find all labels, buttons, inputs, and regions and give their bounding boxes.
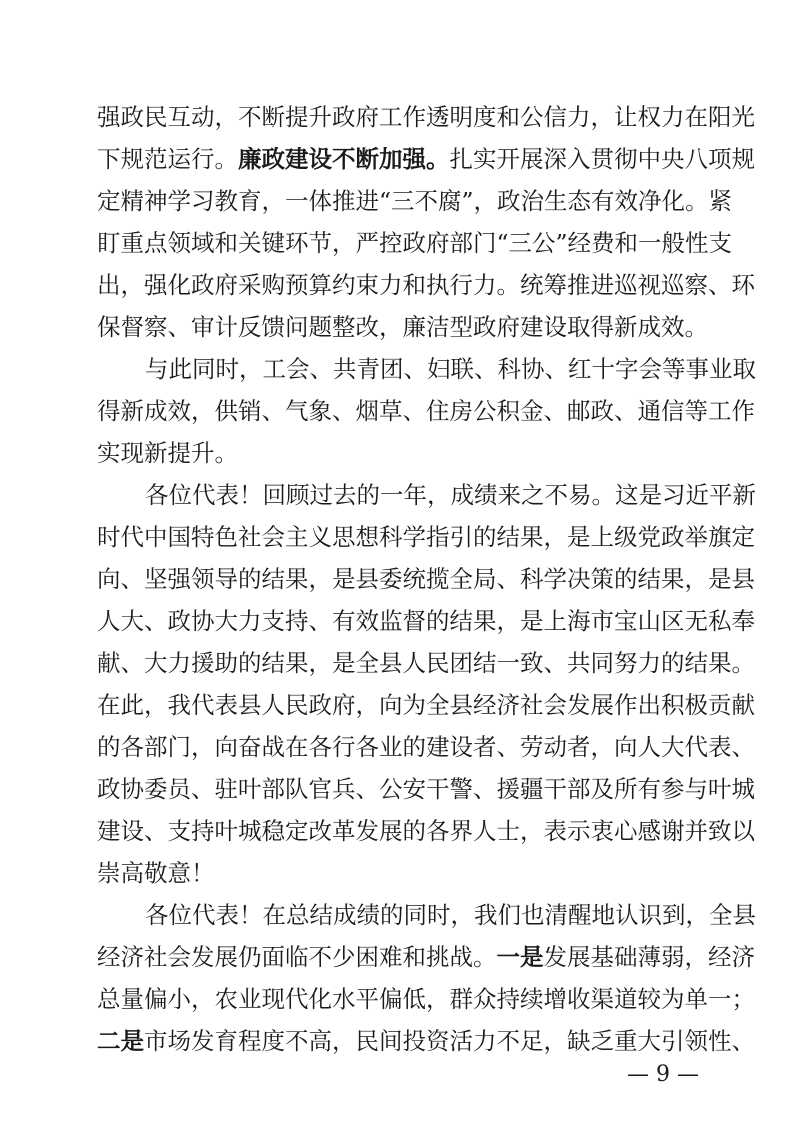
text-line: 政协委员、驻叶部队官兵、公安干警、援疆干部及所有参与叶城 [97, 775, 755, 803]
text-line: 出，强化政府采购预算约束力和执行力。统筹推进巡视巡察、环 [97, 271, 755, 299]
bold-marker: 二是 [97, 1027, 144, 1055]
text-line: 在此，我代表县人民政府，向为全县经济社会发展作出积极贡献 [97, 691, 755, 719]
text-line: 保督察、审计反馈问题整改，廉洁型政府建设取得新成效。 [97, 313, 708, 341]
paragraph-start-line: 各位代表！在总结成绩的同时，我们也清醒地认识到，全县 [145, 901, 756, 929]
text-line: 强政民互动，不断提升政府工作透明度和公信力，让权力在阳光 [97, 103, 755, 131]
paragraph-start-line: 与此同时，工会、共青团、妇联、科协、红十字会等事业取 [145, 355, 756, 383]
bold-heading: 廉政建设不断加强。 [238, 145, 450, 173]
paragraph-start-line: 各位代表！回顾过去的一年，成绩来之不易。这是习近平新 [145, 481, 756, 509]
text-line: 向、坚强领导的结果，是县委统揽全局、科学决策的结果，是县 [97, 565, 755, 593]
text-line: 总量偏小，农业现代化水平偏低，群众持续增收渠道较为单一； [97, 985, 755, 1013]
bold-marker: 一是 [496, 943, 544, 971]
text-line: 下规范运行。廉政建设不断加强。扎实开展深入贯彻中央八项规 [97, 145, 755, 173]
text-line: 经济社会发展仍面临不少困难和挑战。一是发展基础薄弱，经济 [97, 943, 755, 971]
text-line: 二是市场发育程度不高，民间投资活力不足，缺乏重大引领性、 [97, 1027, 755, 1055]
text-line: 的各部门，向奋战在各行各业的建设者、劳动者，向人大代表、 [97, 733, 755, 761]
text-line: 建设、支持叶城稳定改革发展的各界人士，表示衷心感谢并致以 [97, 817, 755, 845]
text-line: 盯重点领域和关键环节，严控政府部门“三公”经费和一般性支 [97, 229, 733, 257]
text-line: 实现新提升。 [97, 439, 238, 467]
text-line: 得新成效，供销、气象、烟草、住房公积金、邮政、通信等工作 [97, 397, 755, 425]
text-line: 时代中国特色社会主义思想科学指引的结果，是上级党政举旗定 [97, 523, 755, 551]
page-number: — 9 — [627, 1062, 699, 1087]
text-line: 崇高敬意！ [97, 859, 215, 887]
text-line: 定精神学习教育，一体推进“三不腐”，政治生态有效净化。紧 [97, 187, 733, 215]
text-line: 献、大力援助的结果，是全县人民团结一致、共同努力的结果。 [97, 649, 755, 677]
text-line: 人大、政协大力支持、有效监督的结果，是上海市宝山区无私奉 [97, 607, 755, 635]
